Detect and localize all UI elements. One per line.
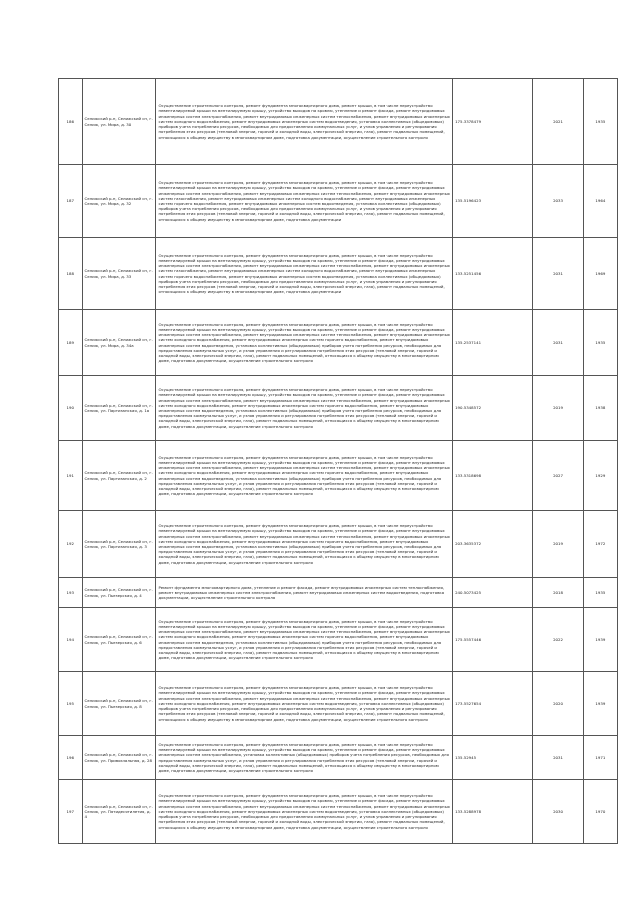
works-description-cell: Ремонт фундамента многоквартирного дома, утепление и ремонт фасада, ремонт внутридомовых инженерных систем теплоснабжения, ремонт внутридомовых инженерных систем электроснабжения, ремонт внутридомовых инженерных систем водоотведения, подготовка документации, осуществление строительного контроля [156,578,453,608]
cost-cell: 133.5318698 [453,441,533,511]
row-number-cell: 189 [59,310,83,376]
address-cell: Селижский р-н, Селижский сп, г. Селиж, ул. Привокзальная, д. 28 [82,736,156,780]
planned-year-cell: 2021 [533,79,583,165]
planned-year-cell: 2031 [533,310,583,376]
planned-year-cell: 2033 [533,165,583,238]
table-row [59,672,618,736]
works-description-cell: Осуществление строительного контроля, ремонт фундамента многоквартирного дома, ремонт крыши, в том числе переустройство невентилируемой крыши на вентилируемую крышу, устройство выходов на кровлю, утепление и ремонт фасада, ремонт внутридомовых инженерных систем электроснабжения, ремонт внутридомовых инженерных систем теплоснабжения, ремонт внутридомовых инженерных систем холодного водоснабжения, ремонт внутридомовых инженерных систем водоотведения, установка коллективных (общедомовых) приборов учета потребления ресурсов, необходимых для предоставления коммунальных услуг, и узлов управления и регулирования потребления этих ресурсов (тепловой энергии, горячей и холодной воды, электрической энергии, газа), ремонт подвальных помещений, относящихся к общему имуществу в многоквартирном доме, подготовка документации, осуществление строительного контроля [156,79,453,165]
cost-cell: 133.5251456 [453,238,533,310]
build-year-cell: 1935 [583,79,617,165]
address-cell: Селижский р-н, Селижский сп, г. Селиж, ул. Пьезерская, д. 8 [82,672,156,736]
cost-cell: 175.5557446 [453,608,533,672]
address-cell: Селижский р-н, Селижский сп, г. Селиж, ул. Пьезерская, д. 4 [82,578,156,608]
planned-year-cell: 2019 [533,511,583,578]
address-cell: Селижский р-н, Селижский сп, г. Селиж, ул. Мира, д. 32 [82,165,156,238]
planned-year-cell: 2031 [533,736,583,780]
row-number-cell: 194 [59,608,83,672]
address-cell: Селижский р-н, Селижский сп, г. Селиж, ул. Пьезерская, д. 6 [82,608,156,672]
works-description-cell: Осуществление строительного контроля, ремонт фундамента многоквартирного дома, ремонт крыши, в том числе переустройство невентилируемой крыши на вентилируемую крышу, устройство выходов на кровлю, утепление и ремонт фасада, ремонт внутридомовых инженерных систем электроснабжения, ремонт внутридомовых инженерных систем теплоснабжения, ремонт внутридомовых инженерных систем холодного водоснабжения, ремонт внутридомовых инженерных систем горячего водоснабжения, ремонт внутридомовых инженерных систем водоотведения, установка коллективных (общедомовых) приборов учета потребления ресурсов, необходимых для предоставления коммунальных услуг, и узлов управления и регулирования потребления этих ресурсов (тепловой энергии, горячей и холодной воды, электрической энергии, газа), ремонт подвальных помещений, относящихся к общему имуществу в многоквартирном доме, подготовка документации, осуществление строительного контроля [156,441,453,511]
row-number-cell: 192 [59,511,83,578]
build-year-cell: 1939 [583,672,617,736]
table-row [59,79,618,165]
planned-year-cell: 2020 [533,672,583,736]
table-row [59,780,618,844]
cost-cell: 190.5348572 [453,376,533,441]
table-row [59,310,618,376]
works-description-cell: Осуществление строительного контроля, ремонт фундамента многоквартирного дома, ремонт крыши, в том числе переустройство невентилируемой крыши на вентилируемую крышу, устройство выходов на кровлю, утепление и ремонт фасада, ремонт внутридомовых инженерных систем электроснабжения, ремонт внутридомовых инженерных систем теплоснабжения, ремонт внутридомовых инженерных систем холодного водоснабжения, ремонт внутридомовых инженерных систем горячего водоснабжения, ремонт внутридомовых инженерных систем водоотведения, установка коллективных (общедомовых) приборов учета потребления ресурсов, необходимых для предоставления коммунальных услуг, и узлов управления и регулирования потребления этих ресурсов (тепловой энергии, горячей и холодной воды, электрической энергии, газа), ремонт подвальных помещений, относящихся к общему имуществу в многоквартирном доме, подготовка документации, осуществление строительного контроля [156,511,453,578]
planned-year-cell: 2019 [533,376,583,441]
works-description-cell: Осуществление строительного контроля, ремонт фундамента многоквартирного дома, ремонт крыши, в том числе переустройство невентилируемой крыши на вентилируемую крышу, устройство выходов на кровлю, утепление и ремонт фасада, ремонт внутридомовых инженерных систем электроснабжения, ремонт внутридомовых инженерных систем теплоснабжения, ремонт внутридомовых инженерных систем холодного водоснабжения, ремонт внутридомовых инженерных систем водоотведения, установка коллективных (общедомовых) приборов учета потребления ресурсов, необходимых для предоставления коммунальных услуг, и узлов управления и регулирования потребления этих ресурсов (тепловой энергии, горячей и холодной воды, электрической энергии, газа), ремонт подвальных помещений, относящихся к общему имуществу в многоквартирном доме, подготовка документации, осуществление строительного контроля [156,672,453,736]
planned-year-cell: 2022 [533,608,583,672]
cost-cell: 135.2537141 [453,310,533,376]
works-description-cell: Осуществление строительного контроля, ремонт фундамента многоквартирного дома, ремонт крыши, в том числе переустройство невентилируемой крыши на вентилируемую крышу, устройство выходов на кровлю, утепление и ремонт фасада, ремонт внутридомовых инженерных систем электроснабжения, ремонт внутридомовых инженерных систем теплоснабжения, ремонт внутридомовых инженерных систем газоснабжения, ремонт внутридомовых инженерных систем холодного водоснабжения, ремонт внутридомовых инженерных систем горячего водоснабжения, ремонт внутридомовых инженерных систем водоотведения, установка коллективных (общедомовых) приборов учета потребления ресурсов, необходимых для предоставления коммунальных услуг, и узлов управления и регулирования потребления этих ресурсов (тепловой энергии, горячей и холодной воды, электрической энергии, газа), ремонт подвальных помещений, относящихся к общему имуществу в многоквартирном доме, подготовка документации [156,238,453,310]
row-number-cell: 186 [59,79,83,165]
table-body [59,79,618,844]
table-row [59,165,618,238]
works-description-cell: Осуществление строительного контроля, ремонт фундамента многоквартирного дома, ремонт крыши, в том числе переустройство невентилируемой крыши на вентилируемую крышу, устройство выходов на кровлю, утепление и ремонт фасада, ремонт внутридомовых инженерных систем электроснабжения, ремонт внутридомовых инженерных систем теплоснабжения, ремонт внутридомовых инженерных систем холодного водоснабжения, ремонт внутридомовых инженерных систем горячего водоснабжения, ремонт внутридомовых инженерных систем водоотведения, установка коллективных (общедомовых) приборов учета потребления ресурсов, необходимых для предоставления коммунальных услуг, и узлов управления и регулирования потребления этих ресурсов (тепловой энергии, горячей и холодной воды, электрической энергии, газа), ремонт подвальных помещений, относящихся к общему имуществу в многоквартирном доме, подготовка документации, осуществление строительного контроля [156,310,453,376]
row-number-cell: 195 [59,672,83,736]
planned-year-cell: 2030 [533,780,583,844]
planned-year-cell: 2031 [533,238,583,310]
row-number-cell: 188 [59,238,83,310]
cost-cell: 175.3378479 [453,79,533,165]
table-row [59,736,618,780]
cost-cell: 135.5196423 [453,165,533,238]
build-year-cell: 1935 [583,578,617,608]
row-number-cell: 197 [59,780,83,844]
row-number-cell: 190 [59,376,83,441]
address-cell: Селижский р-н, Селижский сп, г. Селиж, ул. Мира, д. 34а [82,310,156,376]
build-year-cell: 1939 [583,608,617,672]
works-description-cell: Осуществление строительного контроля, ремонт фундамента многоквартирного дома, ремонт крыши, в том числе переустройство невентилируемой крыши на вентилируемую крышу, устройство выходов на кровлю, утепление и ремонт фасада, ремонт внутридомовых инженерных систем электроснабжения, ремонт внутридомовых инженерных систем теплоснабжения, ремонт внутридомовых инженерных систем холодного водоснабжения, ремонт внутридомовых инженерных систем горячего водоснабжения, ремонт внутридомовых инженерных систем водоотведения, установка коллективных (общедомовых) приборов учета потребления ресурсов, необходимых для предоставления коммунальных услуг, и узлов управления и регулирования потребления этих ресурсов (тепловой энергии, горячей и холодной воды, электрической энергии, газа), ремонт подвальных помещений, относящихся к общему имуществу в многоквартирном доме, подготовка документации, осуществление строительного контроля [156,608,453,672]
table-row [59,608,618,672]
table-row [59,511,618,578]
build-year-cell: 1971 [583,736,617,780]
planned-year-cell: 2027 [533,441,583,511]
build-year-cell: 1969 [583,238,617,310]
build-year-cell: 1929 [583,441,617,511]
works-description-cell: Осуществление строительного контроля, ремонт фундамента многоквартирного дома, ремонт крыши, в том числе переустройство невентилируемой крыши на вентилируемую крышу, устройство выходов на кровлю, утепление и ремонт фасада, ремонт внутридомовых инженерных систем электроснабжения, ремонт внутридомовых инженерных систем теплоснабжения, ремонт внутридомовых инженерных систем холодного водоснабжения, ремонт внутридомовых инженерных систем горячего водоснабжения, ремонт внутридомовых инженерных систем водоотведения, установка коллективных (общедомовых) приборов учета потребления ресурсов, необходимых для предоставления коммунальных услуг, и узлов управления и регулирования потребления этих ресурсов (тепловой энергии, горячей и холодной воды, электрической энергии, газа), ремонт подвальных помещений, относящихся к общему имуществу в многоквартирном доме, подготовка документации, осуществление строительного контроля [156,376,453,441]
capital-repair-table [58,78,618,844]
row-number-cell: 191 [59,441,83,511]
address-cell: Селижский р-н, Селижский сп, г. Селиж, ул. Пятидесятилетия, д. 4 [82,780,156,844]
table-row [59,238,618,310]
build-year-cell: 1964 [583,165,617,238]
build-year-cell: 1935 [583,310,617,376]
row-number-cell: 187 [59,165,83,238]
cost-cell: 173.5527654 [453,672,533,736]
table-row [59,578,618,608]
cost-cell: 203.3635372 [453,511,533,578]
works-description-cell: Осуществление строительного контроля, ремонт фундамента многоквартирного дома, ремонт крыши, в том числе переустройство невентилируемой крыши на вентилируемую крышу, устройство выходов на кровлю, утепление и ремонт фасада, ремонт внутридомовых инженерных систем электроснабжения, ремонт внутридомовых инженерных систем теплоснабжения, ремонт внутридомовых инженерных систем холодного водоснабжения, ремонт внутридомовых инженерных систем водоотведения, установка коллективных (общедомовых) приборов учета потребления ресурсов, необходимых для предоставления коммунальных услуг, и узлов управления и регулирования потребления этих ресурсов (тепловой энергии, горячей и холодной воды, электрической энергии, газа), ремонт подвальных помещений, относящихся к общему имуществу в многоквартирном доме, подготовка документации, осуществление строительного контроля [156,780,453,844]
address-cell: Селижский р-н, Селижский сп, г. Селиж, ул. Партизанская, д. 3 [82,511,156,578]
table-row [59,376,618,441]
cost-cell: 240.5073425 [453,578,533,608]
works-description-cell: Осуществление строительного контроля, ремонт фундамента многоквартирного дома, ремонт крыши, в том числе переустройство невентилируемой крыши на вентилируемую крышу, устройство выходов на кровлю, утепление и ремонт фасада, ремонт внутридомовых инженерных систем электроснабжения, установка коллективных (общедомовых) приборов учета потребления ресурсов, необходимых для предоставления коммунальных услуг, и узлов управления и регулирования потребления этих ресурсов (тепловой энергии, горячей и холодной воды, электрической энергии, газа), ремонт подвальных помещений, относящихся к общему имуществу в многоквартирном доме, подготовка документации, осуществление строительного контроля [156,736,453,780]
cost-cell: 135.52945 [453,736,533,780]
row-number-cell: 193 [59,578,83,608]
build-year-cell: 1972 [583,511,617,578]
works-description-cell: Осуществление строительного контроля, ремонт фундамента многоквартирного дома, ремонт крыши, в том числе переустройство невентилируемой крыши на вентилируемую крышу, устройство выходов на кровлю, утепление и ремонт фасада, ремонт внутридомовых инженерных систем электроснабжения, ремонт внутридомовых инженерных систем теплоснабжения, ремонт внутридомовых инженерных систем газоснабжения, ремонт внутридомовых инженерных систем холодного водоснабжения, ремонт внутридомовых инженерных систем горячего водоснабжения, ремонт внутридомовых инженерных систем водоотведения, установка коллективных (общедомовых) приборов учета потребления ресурсов, необходимых для предоставления коммунальных услуг, и узлов управления и регулирования потребления этих ресурсов (тепловой энергии, горячей и холодной воды, электрической энергии, газа), ремонт подвальных помещений, относящихся к общему имуществу в многоквартирном доме, подготовка документации [156,165,453,238]
build-year-cell: 1938 [583,376,617,441]
cost-cell: 133.5288978 [453,780,533,844]
planned-year-cell: 2018 [533,578,583,608]
address-cell: Селижский р-н, Селижский сп, г. Селиж, ул. Мира, д. 33 [82,238,156,310]
address-cell: Селижский р-н, Селижский сп, г. Селиж, ул. Партизанская, д. 2 [82,441,156,511]
row-number-cell: 196 [59,736,83,780]
address-cell: Селижский р-н, Селижский сп, г. Селиж, ул. Партизанская, д. 1а [82,376,156,441]
build-year-cell: 1970 [583,780,617,844]
address-cell: Селижский р-н, Селижский сп, г. Селиж, ул. Мира, д. 30 [82,79,156,165]
table-row [59,441,618,511]
